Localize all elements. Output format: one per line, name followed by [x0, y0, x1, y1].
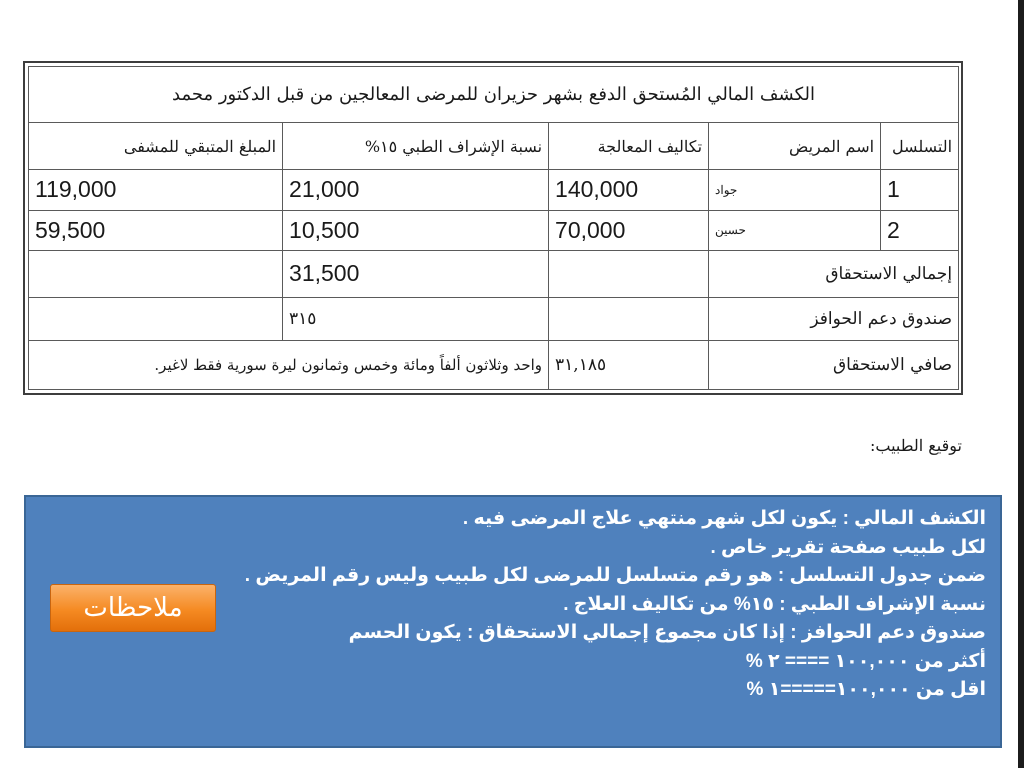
- row-remaining-amount: 59,500: [29, 210, 283, 250]
- total-label: إجمالي الاستحقاق: [709, 250, 959, 298]
- slide-right-edge: [1018, 0, 1024, 768]
- total-empty-cell: [549, 250, 709, 298]
- statement-title: الكشف المالي المُستحق الدفع بشهر حزيران للمرضى المعالجين من قبل الدكتور محمد: [29, 67, 959, 123]
- header-remaining-for-hospital: المبلغ المتبقي للمشفى: [29, 122, 283, 170]
- note-line: اقل من ١٠٠,٠٠٠=====١ %: [746, 679, 986, 700]
- row-remaining-amount: 119,000: [29, 170, 283, 210]
- net-label: صافي الاستحقاق: [709, 341, 959, 390]
- row-patient-name: حسين: [709, 210, 881, 250]
- table-row: [29, 170, 959, 210]
- total-row: [29, 250, 959, 298]
- row-treatment-cost: 140,000: [549, 170, 709, 210]
- note-line: لكل طبيب صفحة تقرير خاص .: [710, 536, 986, 558]
- table-row: [29, 210, 959, 250]
- net-row: [29, 341, 959, 390]
- notes-badge-button[interactable]: ملاحظات: [50, 584, 216, 632]
- row-patient-name: جواد: [709, 170, 881, 210]
- header-serial: التسلسل: [881, 122, 959, 170]
- row-serial: 1: [881, 170, 959, 210]
- header-treatment-costs: تكاليف المعالجة: [549, 122, 709, 170]
- net-value: ٣١,١٨٥: [549, 341, 709, 390]
- financial-statement: [23, 61, 963, 395]
- note-line: الكشف المالي : يكون لكل شهر منتهي علاج المرضى فيه .: [462, 508, 986, 529]
- incentive-fund-label: صندوق دعم الحوافز: [709, 298, 959, 341]
- notes-list: [226, 505, 986, 705]
- note-line: نسبة الإشراف الطبي : ١٥% من تكاليف العلاج .: [563, 593, 986, 615]
- statement-table: [28, 66, 959, 390]
- note-line: صندوق دعم الحوافز : إذا كان مجموع إجمالي الاستحقاق : يكون الحسم: [348, 622, 986, 643]
- row-serial: 2: [881, 210, 959, 250]
- incentive-empty-cell: [549, 298, 709, 341]
- note-line: ضمن جدول التسلسل : هو رقم متسلسل للمرضى لكل طبيب وليس رقم المريض .: [244, 565, 986, 586]
- note-line: أكثر من ١٠٠,٠٠٠ ==== ٢ %: [745, 650, 986, 672]
- incentive-fund-row: [29, 298, 959, 341]
- total-value: 31,500: [283, 250, 549, 298]
- notes-panel: [24, 495, 1002, 748]
- net-amount-in-words: واحد وثلاثون ألفاً ومائة وخمس وثمانون ليرة سورية فقط لاغير.: [29, 341, 549, 390]
- row-supervision-amount: 10,500: [283, 210, 549, 250]
- row-treatment-cost: 70,000: [549, 210, 709, 250]
- total-empty-cell: [29, 250, 283, 298]
- header-patient-name: اسم المريض: [709, 122, 881, 170]
- incentive-fund-value: ٣١٥: [283, 298, 549, 341]
- doctor-signature-label: توقيع الطبيب:: [870, 436, 962, 455]
- header-supervision-rate: نسبة الإشراف الطبي ١٥%: [283, 122, 549, 170]
- row-supervision-amount: 21,000: [283, 170, 549, 210]
- table-header-row: [29, 122, 959, 170]
- incentive-empty-cell: [29, 298, 283, 341]
